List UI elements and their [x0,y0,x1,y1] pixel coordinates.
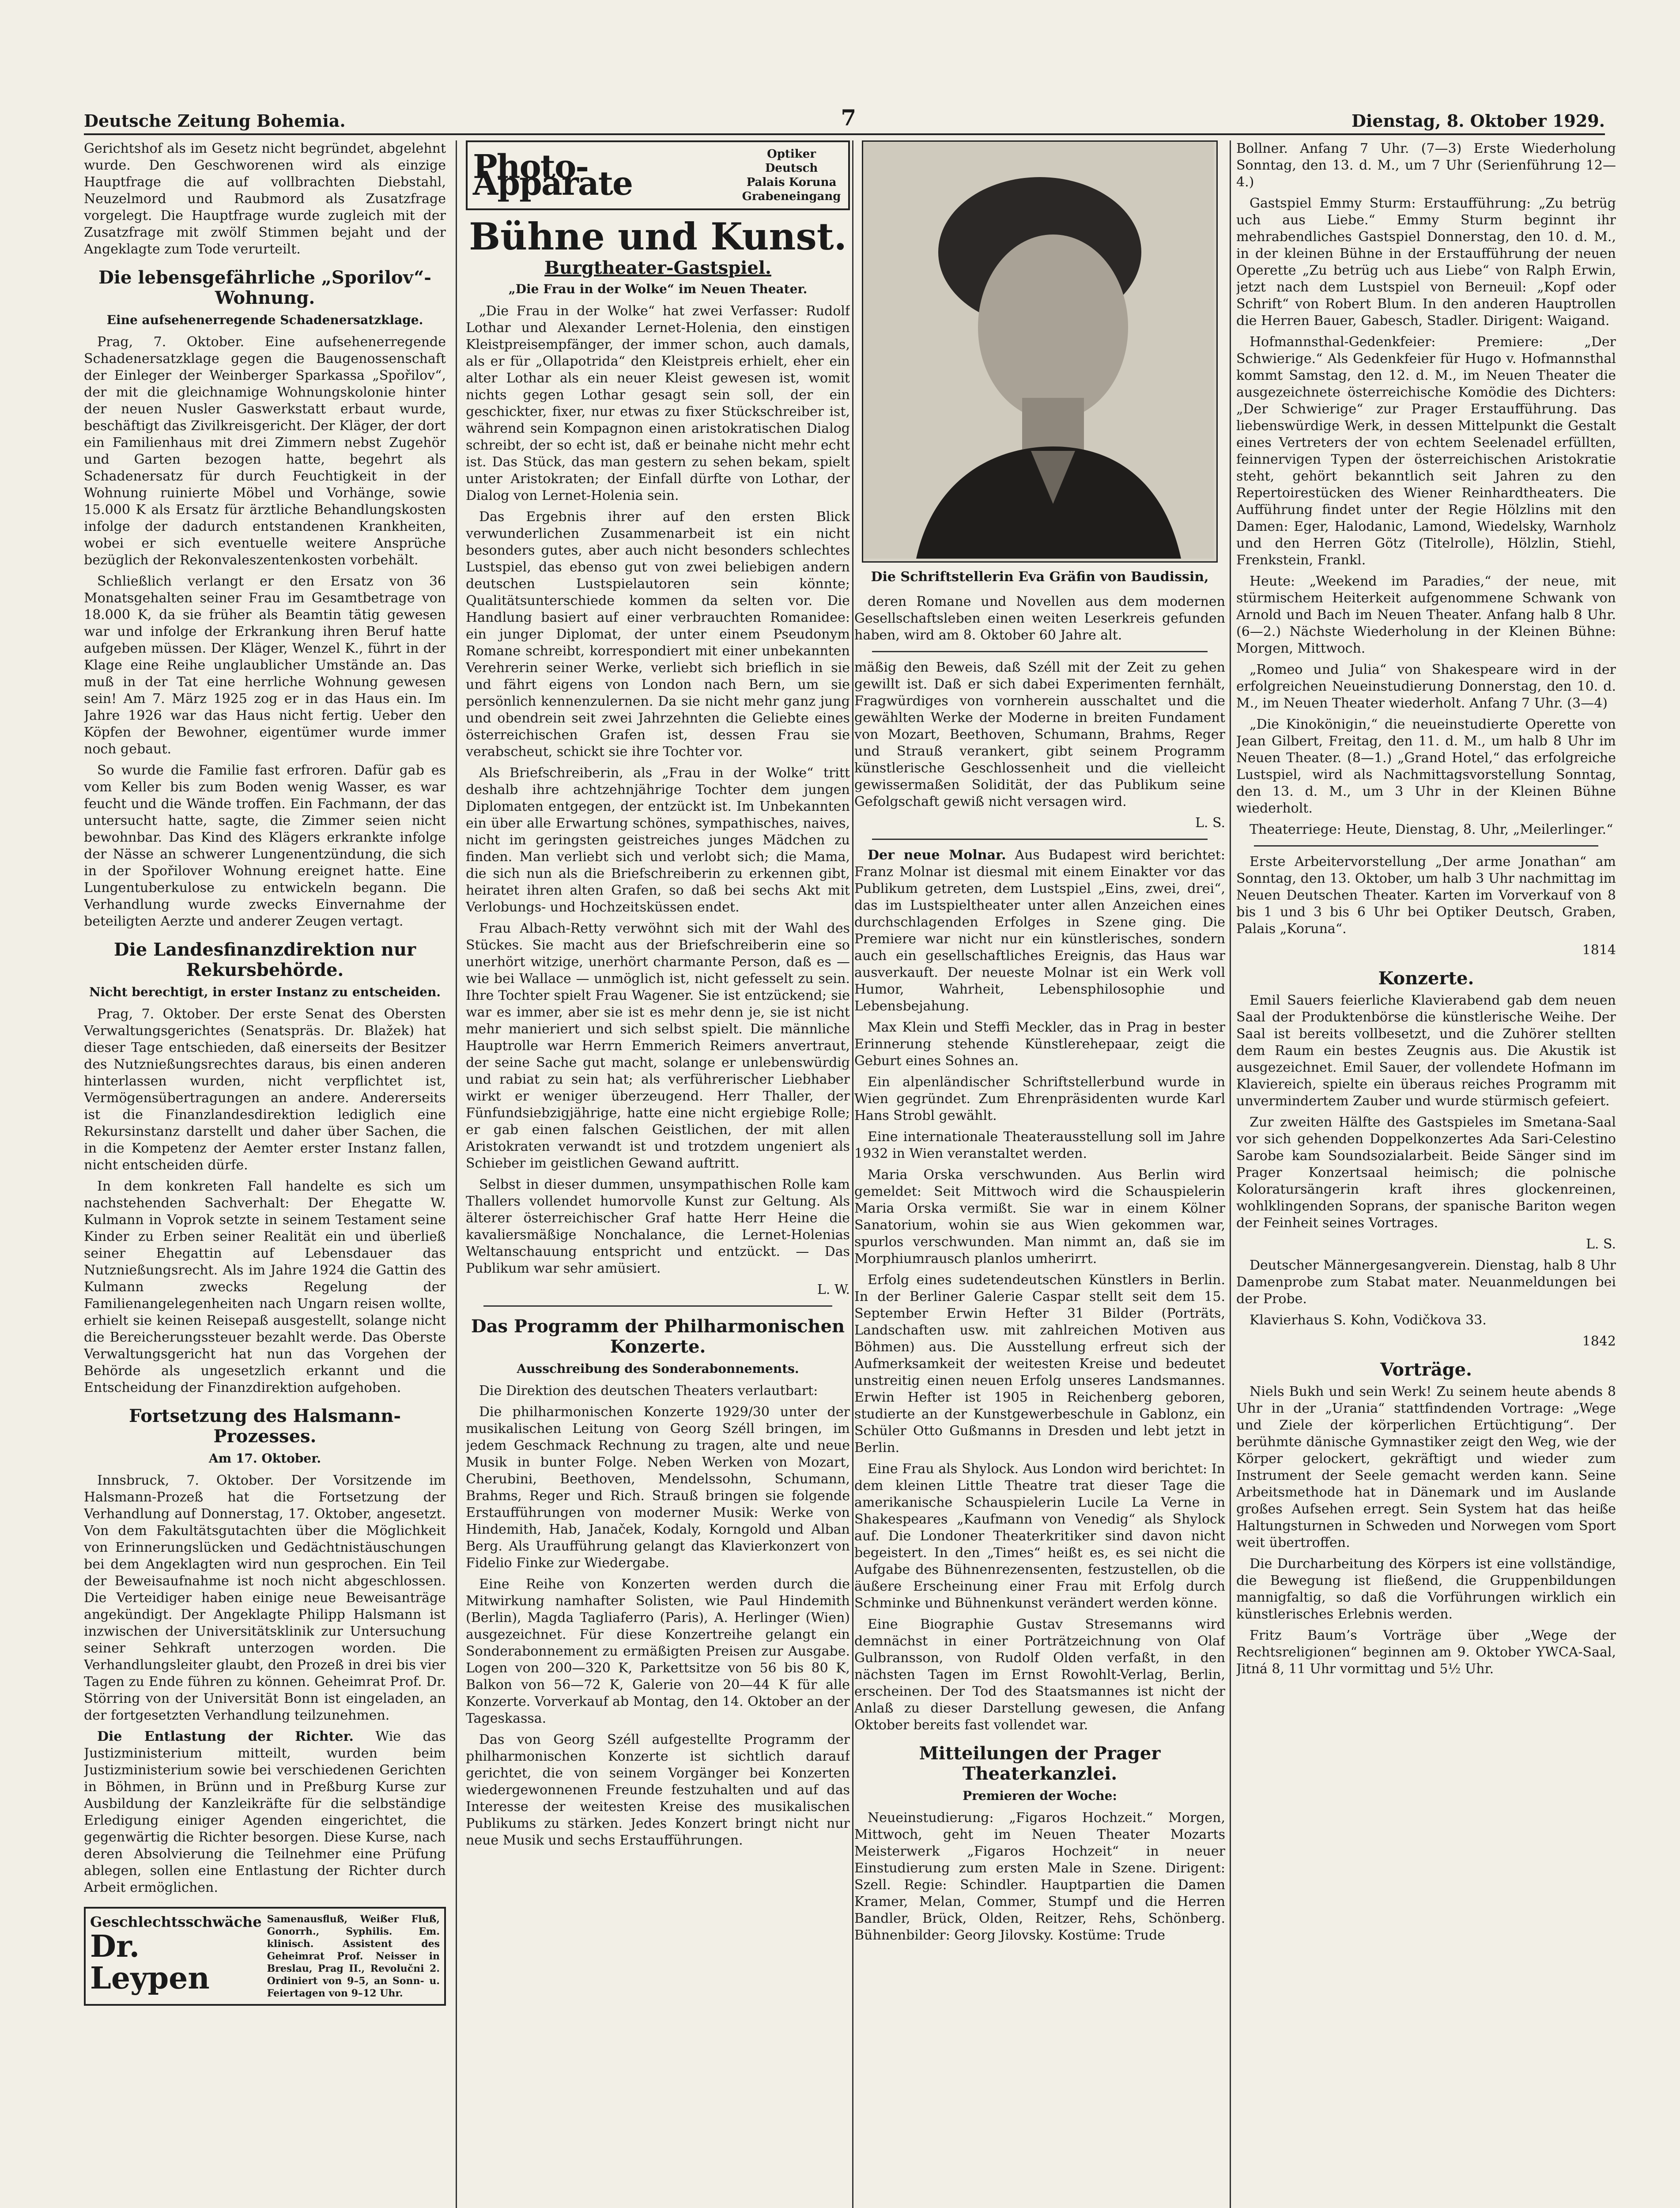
portrait-photo [862,140,1218,563]
column-rule [456,140,457,2208]
article-text: mäßig den Beweis, daß Széll mit der Zeit zu gehen gewillt ist. Daß er sich dabei Experimenten fernhält, Fragwürdiges von vornherein ausschaltet und die gewählten Werke der Moderne in breiten Fundament von Mozart, Beethoven, Schumann, Brahms, Reger und Strauß verankert, gibt seinem Programm künstlerische Geschlossenheit und die vielleicht gewissermaßen Solidität, der das Publikum seine Gefolgschaft gewiß nicht versagen wird. [854,660,1225,809]
article-text: Bollner. Anfang 7 Uhr. (7—3) Erste Wiederholung Sonntag, den 13. d. M., um 7 Uhr (Serienführung 12—4.) [1236,141,1616,190]
photo-caption: Die Schriftstellerin Eva Gräfin von Baudissin, [871,569,1209,585]
article-text: So wurde die Familie fast erfroren. Dafür gab es vom Keller bis zum Boden wenig Wasser, es war feucht und die Wände troffen. Ein Fachmann, der das untersucht hatte, sagte, die Zimmer seien nicht bewohnbar. Das Kind des Klägers erkrankte infolge der Nässe an schwerer Lungenentzündung, die sich in der Spořilover Wohnung ereignet hatte. Eine Lungentuberkulose zu entwickeln begann. Die Verhandlung wurde zwecks Einvernahme der beteiligten Aerzte und anderer Zeugen vertagt. [84,763,446,929]
item-lead: Der neue Molnar. [868,847,1006,863]
ad-number: 1814 [1582,942,1616,958]
article-text: Hofmannsthal-Gedenkfeier: Premiere: „Der Schwierige.“ Als Gedenkfeier für Hugo v. Hofmannsthal kommt Samstag, den 12. d. M., im Neuen Theater die ausgezeichnete österreichische Komödie des Dichters: „Der Schwierige“ zur Prager Erstaufführung. Das liebenswürdige Werk, in dessen Mittelpunkt die Gestalt eines Vertreters der von echtem Seelenadel erfüllten, feinnervigen Typen der österreichischen Aristokratie steht, gehört bekanntlich seit Jahren zu den Repertoirestücken des Wiener Reinhardtheaters. Die Aufführung findet unter der Regie Hölzlins mit den Damen: Eger, Halodanic, Lamond, Wiedelsky, Warnholz und den Herren Götz (Titelrolle), Hölzlin, Stiehl, Frenkstein, Frankl. [1236,334,1616,568]
article-text: „Die Frau in der Wolke“ hat zwei Verfasser: Rudolf Lothar und Alexander Lernet-Holenia, den einstigen Kleistpreisempfänger, der immer schon, auch damals, als er für „Ollapotrida“ den Kleistpreis erhielt, eher ein alter Lothar als ein neuer Kleist gewesen ist, womit nichts gegen Lothar gesagt sein soll, der ein geschickter, fixer, nur etwas zu fixer Stückschreiber ist, während sein Kompagnon einen aristokratischen Dialog schreibt, der so echt ist, daß er beinahe nicht mehr echt ist. Das Stück, das man gestern zu sehen bekam, spielt unter Aristokraten; der Einfall dürfte von Lothar, der Dialog von Lernet-Holenia sein. [466,303,850,503]
article-text: In dem konkreten Fall handelte es sich um nachstehenden Sachverhalt: Der Ehegatte W. Kulmann in Voprok setzte in seinem Testament seine Kinder zu Erben seiner Realität ein und überließ seiner Ehegattin auf Lebensdauer das Nutznießungsrecht. Als im Jahre 1924 die Gattin des Kulmann zwecks Regelung der Familienangelegenheiten nach Ungarn reisen wollte, erhielt sie keinen Reisepaß ausgestellt, solange nicht die Bereicherungssteuer bezahlt werde. Das Oberste Verwaltungsgericht hat nun das Vorgehen der Behörde als ungesetzlich erkannt und die Entscheidung der Finanzdirektion aufgehoben. [84,1179,446,1395]
item-lead: Die Entlastung der Richter. [97,1729,354,1744]
column-1 [84,140,446,2208]
article-text: „Die Kinokönigin,“ die neueinstudierte Operette von Jean Gilbert, Freitag, den 11. d. M., um halb 8 Uhr im Neuen Theater. (8—1.) „Grand Hotel,“ das erfolgreiche Lustspiel, wird als Nachmittagsvorstellung Sonntag, den 13. d. M., um 3 Uhr in der Kleinen Bühne wiederholt. [1236,717,1616,816]
ad-leypen-details: Samenausfluß, Weißer Fluß, Gonorrh., Syphilis. Em. klinisch. Assistent des Geheimrat Prof. Neisser in Breslau, Prag II., Revolučni 2. Ordiniert von 9–5, an Sonn- u. Feiertagen von 9–12 Uhr. [267,1913,440,1999]
divider [1254,845,1598,847]
column-3 [854,140,1225,2208]
headline-mitteilungen: Mitteilungen der Prager Theaterkanzlei. [919,1743,1161,1784]
article-text: Ein alpenländischer Schriftstellerbund wurde in Wien gegründet. Zum Ehrenpräsidenten wurde Karl Hans Strobl gewählt. [854,1074,1225,1123]
ad-number: 1842 [1582,1334,1616,1349]
ad-photo-line: Palais Koruna [746,176,837,189]
subheadline: Nicht berechtigt, in erster Instanz zu entscheiden. [89,985,441,999]
article-text: Die philharmonischen Konzerte 1929/30 unter der musikalischen Leitung von Georg Széll bringen, im jedem Geschmack Rechnung zu tragen, alte und neue Musik in bunter Folge. Neben Werken von Mozart, Cherubini, Beethoven, Mendelssohn, Schumann, Brahms, Reger und Rich. Strauß bringen sie folgende Erstaufführungen von moderner Musik: Werke von Hindemith, Hab, Janaček, Kodaly, Korngold und Alban Berg. Als Uraufführung gelangt das Klavierkonzert von Fidelio Finke zur Wiedergabe. [466,1404,850,1571]
section-title-buehne: Bühne und Kunst. [469,215,847,258]
page-header [84,102,1605,135]
article-text: Frau Albach-Retty verwöhnt sich mit der Wahl des Stückes. Sie macht aus der Briefschreiberin eine so unerhört witzige, unerhört charmante Person, daß es — wie bei Wallace — unmöglich ist, nicht gefesselt zu sein. Ihre Tochter spielt Frau Wagener. Sie ist entzückend; sie war es immer, aber sie ist es mehr denn je, sie ist nicht mehr manieriert und sich selbst spielt. Die männliche Hauptrolle war Herrn Emmerich Reimers anvertraut, der seine Sache gut macht, solange er unlebenswürdig und rabiat zu sein hat; als verführerischer Liebhaber wirkt er weniger überzeugend. Herr Thaller, der Fünfundsiebzigjährige, hatte eine nicht ergiebige Rolle; er gab einen falschen Geistlichen, der mit allen Aristokraten verwandt ist und trotzdem ungeniert als Schieber im geistlichen Gewand auftritt. [466,921,850,1171]
article-text: Eine Frau als Shylock. Aus London wird berichtet: In dem kleinen Little Theatre trat dieser Tage die amerikanische Schauspielerin Lucile La Verne in Shakespeares „Kaufmann von Venedig“ als Shylock auf. Die Londoner Theaterkritiker sind davon nicht begeistert. In den „Times“ heißt es, es sei nicht die Aufgabe des Bühnenrezensenten, festzustellen, ob die äußere Erscheinung einer Frau mit Erfolg durch Schminke und Bühnenkunst verändert werden könne. [854,1461,1225,1611]
ad-photo-line: Optiker Deutsch [765,147,818,175]
article-text: Eine internationale Theaterausstellung soll im Jahre 1932 in Wien veranstaltet werden. [854,1129,1225,1161]
article-text: Klavierhaus S. Kohn, Vodičkova 33. [1250,1312,1487,1328]
subheadline: Eine aufsehenerregende Schadenersatzklage. [106,313,423,327]
article-text: Selbst in dieser dummen, unsympathischen Rolle kam Thallers vollendet humorvolle Kunst zur Geltung. Als älterer österreichischer Graf hatte Herr Heine die kavaliersmäßige Nonchalance, die Lernet-Holenias Weltanschauung entspricht und entzückt. — Das Publikum war sehr amüsiert. [466,1177,850,1276]
article-text: Aus Budapest wird berichtet: Franz Molnar ist diesmal mit einem Einakter vor das Publikum getreten, dem Lustspiel „Eins, zwei, drei“, das im Lustspieltheater unter allen Anzeichen eines durchschlagenden Erfolges in Szene ging. Die Premiere war nicht nur ein künstlerisches, sondern auch ein gesellschaftliches Ereignis, das Haus war ausverkauft. Der neueste Molnar ist ein Werk voll Humor, Wahrheit, Lebensphilosophie und Lebensbejahung. [854,847,1225,1014]
signature: L. W. [817,1282,850,1297]
article-text: Innsbruck, 7. Oktober. Der Vorsitzende im Halsmann-Prozeß hat die Fortsetzung der Verhandlung auf Donnerstag, 17. Oktober, angesetzt. Von dem Fakultätsgutachten über die Möglichkeit von Erinnerungslücken und Gedächtnistäuschungen bei dem Angeklagten wird nun gesprochen. Ein Teil der Beweisaufnahme ist noch nicht abgeschlossen. Die Verteidiger haben einige neue Beweisanträge angekündigt. Der Angeklagte Philipp Halsmann ist inzwischen der Universitätsklinik zur Untersuchung seiner Sehkraft unterzogen worden. Die Verhandlungsleiter glaubt, den Prozeß in drei bis vier Tagen zu Ende führen zu können. Geheimrat Prof. Dr. Störring von der Universität Bonn ist eingeladen, an der fortgesetzten Verhandlung teilzunehmen. [84,1473,446,1723]
article-text: Eine Biographie Gustav Stresemanns wird demnächst in einer Porträtzeichnung von Olaf Gulbransson, von Rudolf Olden verfaßt, in den nächsten Tagen im Ernst Rowohlt-Verlag, Berlin, erscheinen. Der Tod des Staatsmannes ist nicht der Anlaß zu dieser Darstellung gewesen, die Anfang Oktober bereits fast vollendet war. [854,1617,1225,1733]
portrait-image [863,142,1214,559]
ad-leypen-name: Dr. Leypen [90,1929,210,1996]
photo-caption-text: deren Romane und Novellen aus dem modernen Gesellschaftsleben einen weiten Leserkreis gefunden haben, wird am 8. Oktober 60 Jahre alt. [854,594,1225,643]
article-text: Niels Bukh und sein Werk! Zu seinem heute abends 8 Uhr in der „Urania“ stattfindenden Vortrage: „Wege und Ziele der körperlichen Ertüchtigung“. Der berühmte dänische Gymnastiker zeigt den Weg, wie der Körper gelockert, gekräftigt und wieder zum Instrument der Seele gemacht werden kann. Seine Arbeitsmethode hat in Dänemark und im Auslande großes Aufsehen erregt. Sein System hat das heiße Haltungsturnen in Schweden und Norwegen vom Sport weit übertroffen. [1236,1384,1616,1550]
column-2 [466,140,850,2208]
article-text: Theaterriege: Heute, Dienstag, 8. Uhr, „Meilerlinger.“ [1250,822,1613,837]
column-4 [1236,140,1616,2208]
article-text: Prag, 7. Oktober. Der erste Senat des Obersten Verwaltungsgerichtes (Senatspräs. Dr. Blažek) hat dieser Tage entschieden, daß einerseits der Besitzer des Nutznießungsrechtes daraus, bis einen anderen hinterlassen wurden, nicht verpflichtet ist, Vermögensübertragungen an andere. Andererseits ist die Finanzlandesdirektion lediglich eine Rekursinstanz darstellt und daher über Sachen, die in die Kompetenz der Aemter erster Instanz fallen, nicht entscheiden dürfe. [84,1006,446,1173]
header-date: Dienstag, 8. Oktober 1929. [1351,111,1605,131]
article-text: Das von Georg Széll aufgestellte Programm der philharmonischen Konzerte ist sichtlich darauf gerichtet, die von seinem Vorgänger bei Konzerten wiedergewonnenen Freunde festzuhalten und auf das Interesse der weitesten Kreise des musikalischen Publikums zu stärken. Jedes Konzert bringt nicht nur neue Musik und sechs Erstaufführungen. [466,1732,850,1848]
page-number: 7 [841,105,857,131]
article-text: Zur zweiten Hälfte des Gastspieles im Smetana-Saal vor sich gehenden Doppelkonzertes Ada Sari-Celestino Sarobe kam Soundsozialarbeit. Beide Sänger sind im Prager Konzertsaal heimisch; die polnische Koloratursängerin kraft ihres glockenreinen, wohlklingenden Soprans, der spanische Bariton wegen der Feinheit seines Vortrages. [1236,1115,1616,1231]
article-text: Deutscher Männergesangverein. Dienstag, halb 8 Uhr Damenprobe zum Stabat mater. Neuanmeldungen bei der Probe. [1236,1258,1616,1307]
article-text: Gastspiel Emmy Sturm: Erstaufführung: „Zu betrüg uch aus Liebe.“ Emmy Sturm beginnt ihr mehrabendliches Gastspiel Donnerstag, den 10. d. M., in der kleinen Bühne in der Erstaufführung der neuen Operette „Zu betrüg uch aus Liebe“ von Ralph Erwin, jetzt nach dem Lustspiel von Berneuil: „Kopf oder Schrift“ von Robert Blum. In den anderen Hauptrollen die Herren Bauer, Gabesch, Stadler. Dirigent: Waigand. [1236,196,1616,329]
headline-finanz: Die Landesfinanzdirektion nur Rekursbehörde. [113,939,416,980]
article-text: Fritz Baum’s Vorträge über „Wege der Rechtsreligionen“ beginnen am 9. Oktober YWCA-Saal, Jitná 8, 11 Uhr vormittag und 5½ Uhr. [1236,1628,1616,1677]
article-text: Prag, 7. Oktober. Eine aufsehenerregende Schadenersatzklage gegen die Baugenossenschaft der Einleger der Weinberger Sparkassa „Spořilov“, der mit die gleichnamige Wohnungskolonie hinter der neuen Nusler Gaswerkstatt erbaut wurde, beschäftigt das Zivilkreisgericht. Der Kläger, der dort ein Familienhaus mit drei Zimmern nebst Zugehör und Garten bezogen hatte, begehrt als Schadenersatz für durch Feuchtigkeit in der Wohnung ruinierte Möbel und Vorhänge, sowie 15.000 K als Ersatz für ärztliche Behandlungskosten infolge der dadurch entstandenen Krankheiten, wobei er sich eventuelle weitere Ansprüche bezüglich der Rekonvaleszentenkosten vorbehält. [84,334,446,568]
section-subtitle: Burgtheater-Gastspiel. [544,257,771,278]
ad-photo-line: Grabeneingang [742,190,841,203]
article-text: Emil Sauers feierliche Klavierabend gab dem neuen Saal der Produktenbörse die künstlerische Weihe. Der Saal ist bereits vollbesetzt, und die Zuhörer stellten dem Raum ein bestes Zeugnis aus. Die Akustik ist ausgezeichnet. Emil Sauer, der vollendete Hofmann im Klaviereich, spielte ein überaus reiches Programm mit unvermindertem Zauber und wurde stürmisch gefeiert. [1236,993,1616,1109]
article-text: „Romeo und Julia“ von Shakespeare wird in der erfolgreichen Neueinstudierung Donnerstag, den 10. d. M., im Neuen Theater wiederholt. Anfang 7 Uhr. (3—4) [1236,662,1616,711]
divider [872,839,1208,840]
article-text: Eine Reihe von Konzerten werden durch die Mitwirkung namhafter Solisten, wie Paul Hindemith (Berlin), Magda Tagliaferro (Paris), A. Herlinger (Wien) ausgezeichnet. Für diese Konzertreihe gelangt ein Sonderabonnement zu ermäßigten Preisen zur Ausgabe. Logen von 200—320 K, Parkettsitze von 56 bis 80 K, Balkon von 56—72 K, Galerie von 20—44 K für alle Konzerte. Vorverkauf ab Montag, den 14. Oktober an der Tageskassa. [466,1577,850,1726]
headline-konzerte: Konzerte. [1378,968,1474,989]
column-rule [1230,140,1231,2208]
signature: L. S. [1586,1236,1616,1252]
article-text: Schließlich verlangt er den Ersatz von 36 Monatsgehalten seiner Frau im Gesamtbetrage von 18.000 K, da sie früher als Beamtin tätig gewesen war und infolge der Erkrankung ihren Beruf hatte aufgeben müssen. Der Kläger, Wenzel K., führt in der Klage eine Reihe unglaublicher Umstände an. Das muß in der Tat eine herrliche Wohnung gewesen sein! Am 7. März 1925 zog er in das Haus ein. Im Jahre 1926 war das Haus nicht fertig. Ueber den Köpfen der Bewohner, eigentümer wurde immer noch gebaut. [84,574,446,757]
ad-leypen-label: Geschlechtsschwäche [90,1913,262,1930]
article-text: Gerichtshof als im Gesetz nicht begründet, abgelehnt wurde. Den Geschworenen wird als einzige Hauptfrage die auf vollbrachten Diebstahl, Neuzelmord und Raubmord als Zusatzfrage vorgelegt. Die Hauptfrage wurde zugleich mit der Zusatzfrage mit zwölf Stimmen bejaht und der Angeklagte zum Tode verurteilt. [84,141,446,257]
article-text: Erste Arbeitervorstellung „Der arme Jonathan“ am Sonntag, den 13. Oktober, um halb 3 Uhr nachmittag im Neuen Deutschen Theater. Karten im Vorverkauf von 8 bis 1 und 3 bis 6 Uhr bei Optiker Deutsch, Graben, Palais „Koruna“. [1236,854,1616,937]
headline-halsmann: Fortsetzung des Halsmann-Prozesses. [129,1406,401,1447]
article-text: Das Ergebnis ihrer auf den ersten Blick verwunderlichen Zusammenarbeit ist ein nicht besonders gutes, aber auch nicht besonders schlechtes Lustspiel, das ebenso gut von zwei beliebigen andern deutschen Lustspielautoren sein könnte; Qualitätsunterschiede kommen da selten vor. Die Handlung basiert auf einer verbrauchten Romanidee: ein junger Diplomat, der unter einem Pseudonym Romane schreibt, korrespondiert mit einer unbekannten Verehrerin seiner Werke, verliebt sich brieflich in sie und fährt eigens von London nach Bern, um sie persönlich kennenzulernen. Da sie nicht mehr ganz jung und obendrein seit zwei Jahrzehnten die Geliebte eines österreichischen Grafen ist, dessen Frau sie verabscheut, schickt sie ihre Tochter vor. [466,509,850,760]
ad-photo-title: Photo-Apparate [473,148,633,203]
article-text: Neueinstudierung: „Figaros Hochzeit.“ Morgen, Mittwoch, geht im Neuen Theater Mozarts Meisterwerk „Figaros Hochzeit“ in neuer Einstudierung zum ersten Male in Szene. Dirigent: Szell. Regie: Schindler. Hauptpartien die Damen Kramer, Melan, Commer, Stumpf und die Herren Bandler, Brück, Olden, Reitzer, Rehs, Schönberg. Bühnenbilder: Georg Jilovsky. Kostüme: Trude [854,1810,1225,1943]
signature: L. S. [1195,815,1225,831]
column-rule [852,140,853,2208]
subheadline: Ausschreibung des Sonderabonnements. [517,1361,799,1376]
subheadline: Am 17. Oktober. [208,1451,321,1466]
article-text: Erfolg eines sudetendeutschen Künstlers in Berlin. In der Berliner Galerie Caspar stellt seit dem 15. September Erwin Hefter 31 Bilder (Porträts, Landschaften usw. mit zahlreichen Motiven aus Böhmen) aus. Die Ausstellung erfreut sich der Aufmerksamkeit der weitesten Kreise und bedeutet unstreitig einen neuen Erfolg unseres Landsmannes. Erwin Hefter ist 1905 in Reichenberg geboren, studierte an der Kunstgewerbeschule in Gablonz, ein Schüler Otto Gußmanns in Dresden und lebt jetzt in Berlin. [854,1272,1225,1456]
advertisement-photo-apparate [466,140,850,210]
article-text: Heute: „Weekend im Paradies,“ der neue, mit stürmischem Heiterkeit aufgenommene Schwank von Arnold und Bach im Neuen Theater. Anfang halb 8 Uhr. (6—2.) Nächste Wiederholung in der Kleinen Bühne: Morgen, Mittwoch. [1236,574,1616,656]
article-text: Die Direktion des deutschen Theaters verlautbart: [479,1383,818,1399]
article-text: Maria Orska verschwunden. Aus Berlin wird gemeldet: Seit Mittwoch wird die Schauspielerin Maria Orska vermißt. Sie war in einem Kölner Sanatorium, wohin sie aus Wien gekommen war, spurlos verschwunden. Man nimmt an, daß sie im Morphiumrausch planlos umherirrt. [854,1167,1225,1267]
article-text: Die Durcharbeitung des Körpers ist eine vollständige, die Bewegung ist fließend, die Gruppenbildungen mannigfaltig, so daß die Vorführungen wirklich ein künstlerisches Erlebnis werden. [1236,1556,1616,1622]
header-masthead: Deutsche Zeitung Bohemia. [84,111,346,131]
headline-philharmonie: Das Programm der Philharmonischen Konzerte. [471,1316,845,1357]
headline-vortraege: Vorträge. [1380,1359,1472,1380]
subheadline: Premieren der Woche: [963,1788,1117,1803]
article-text: Als Briefschreiberin, als „Frau in der Wolke“ tritt deshalb ihre achtzehnjährige Tochter dem jungen Diplomaten entgegen, der entzückt ist. Im Unbekannten ein über alle Erwartung schönes, sympathisches, naives, nicht im geringsten geistreiches junges Mädchen zu finden. Man verliebt sich und verlobt sich; die Mama, die sich nun als die Briefschreiberin zu erkennen gibt, heiratet ihren alten Grafen, so daß bei sechs Akt mit Verlobungs- und Hochzeitsküssen endet. [466,765,850,915]
divider [483,1305,832,1307]
divider [872,651,1208,652]
advertisement-leypen [84,1907,446,2006]
article-text: Max Klein und Steffi Meckler, das in Prag in bester Erinnerung stehende Künstlerehepaar, zeigt die Geburt eines Sohnes an. [854,1020,1225,1069]
article-text: Wie das Justizministerium mitteilt, wurden beim Justizministerium sowie bei verschiedenen Gerichten in Böhmen, in Brünn und in Preßburg Kurse zur Ausbildung der Kanzleikräfte für die selbständige Erledigung einiger Agenden eingerichtet, die gegenwärtig die Richter besorgen. Diese Kurse, nach deren Absolvierung die Teilnehmer eine Prüfung ablegen, sollen eine Entlastung der Richter durch Arbeit ermöglichen. [84,1729,446,1895]
headline-sporilov: Die lebensgefährliche „Sporilov“-Wohnung. [98,267,431,308]
review-title: „Die Frau in der Wolke“ im Neuen Theater. [508,282,808,296]
